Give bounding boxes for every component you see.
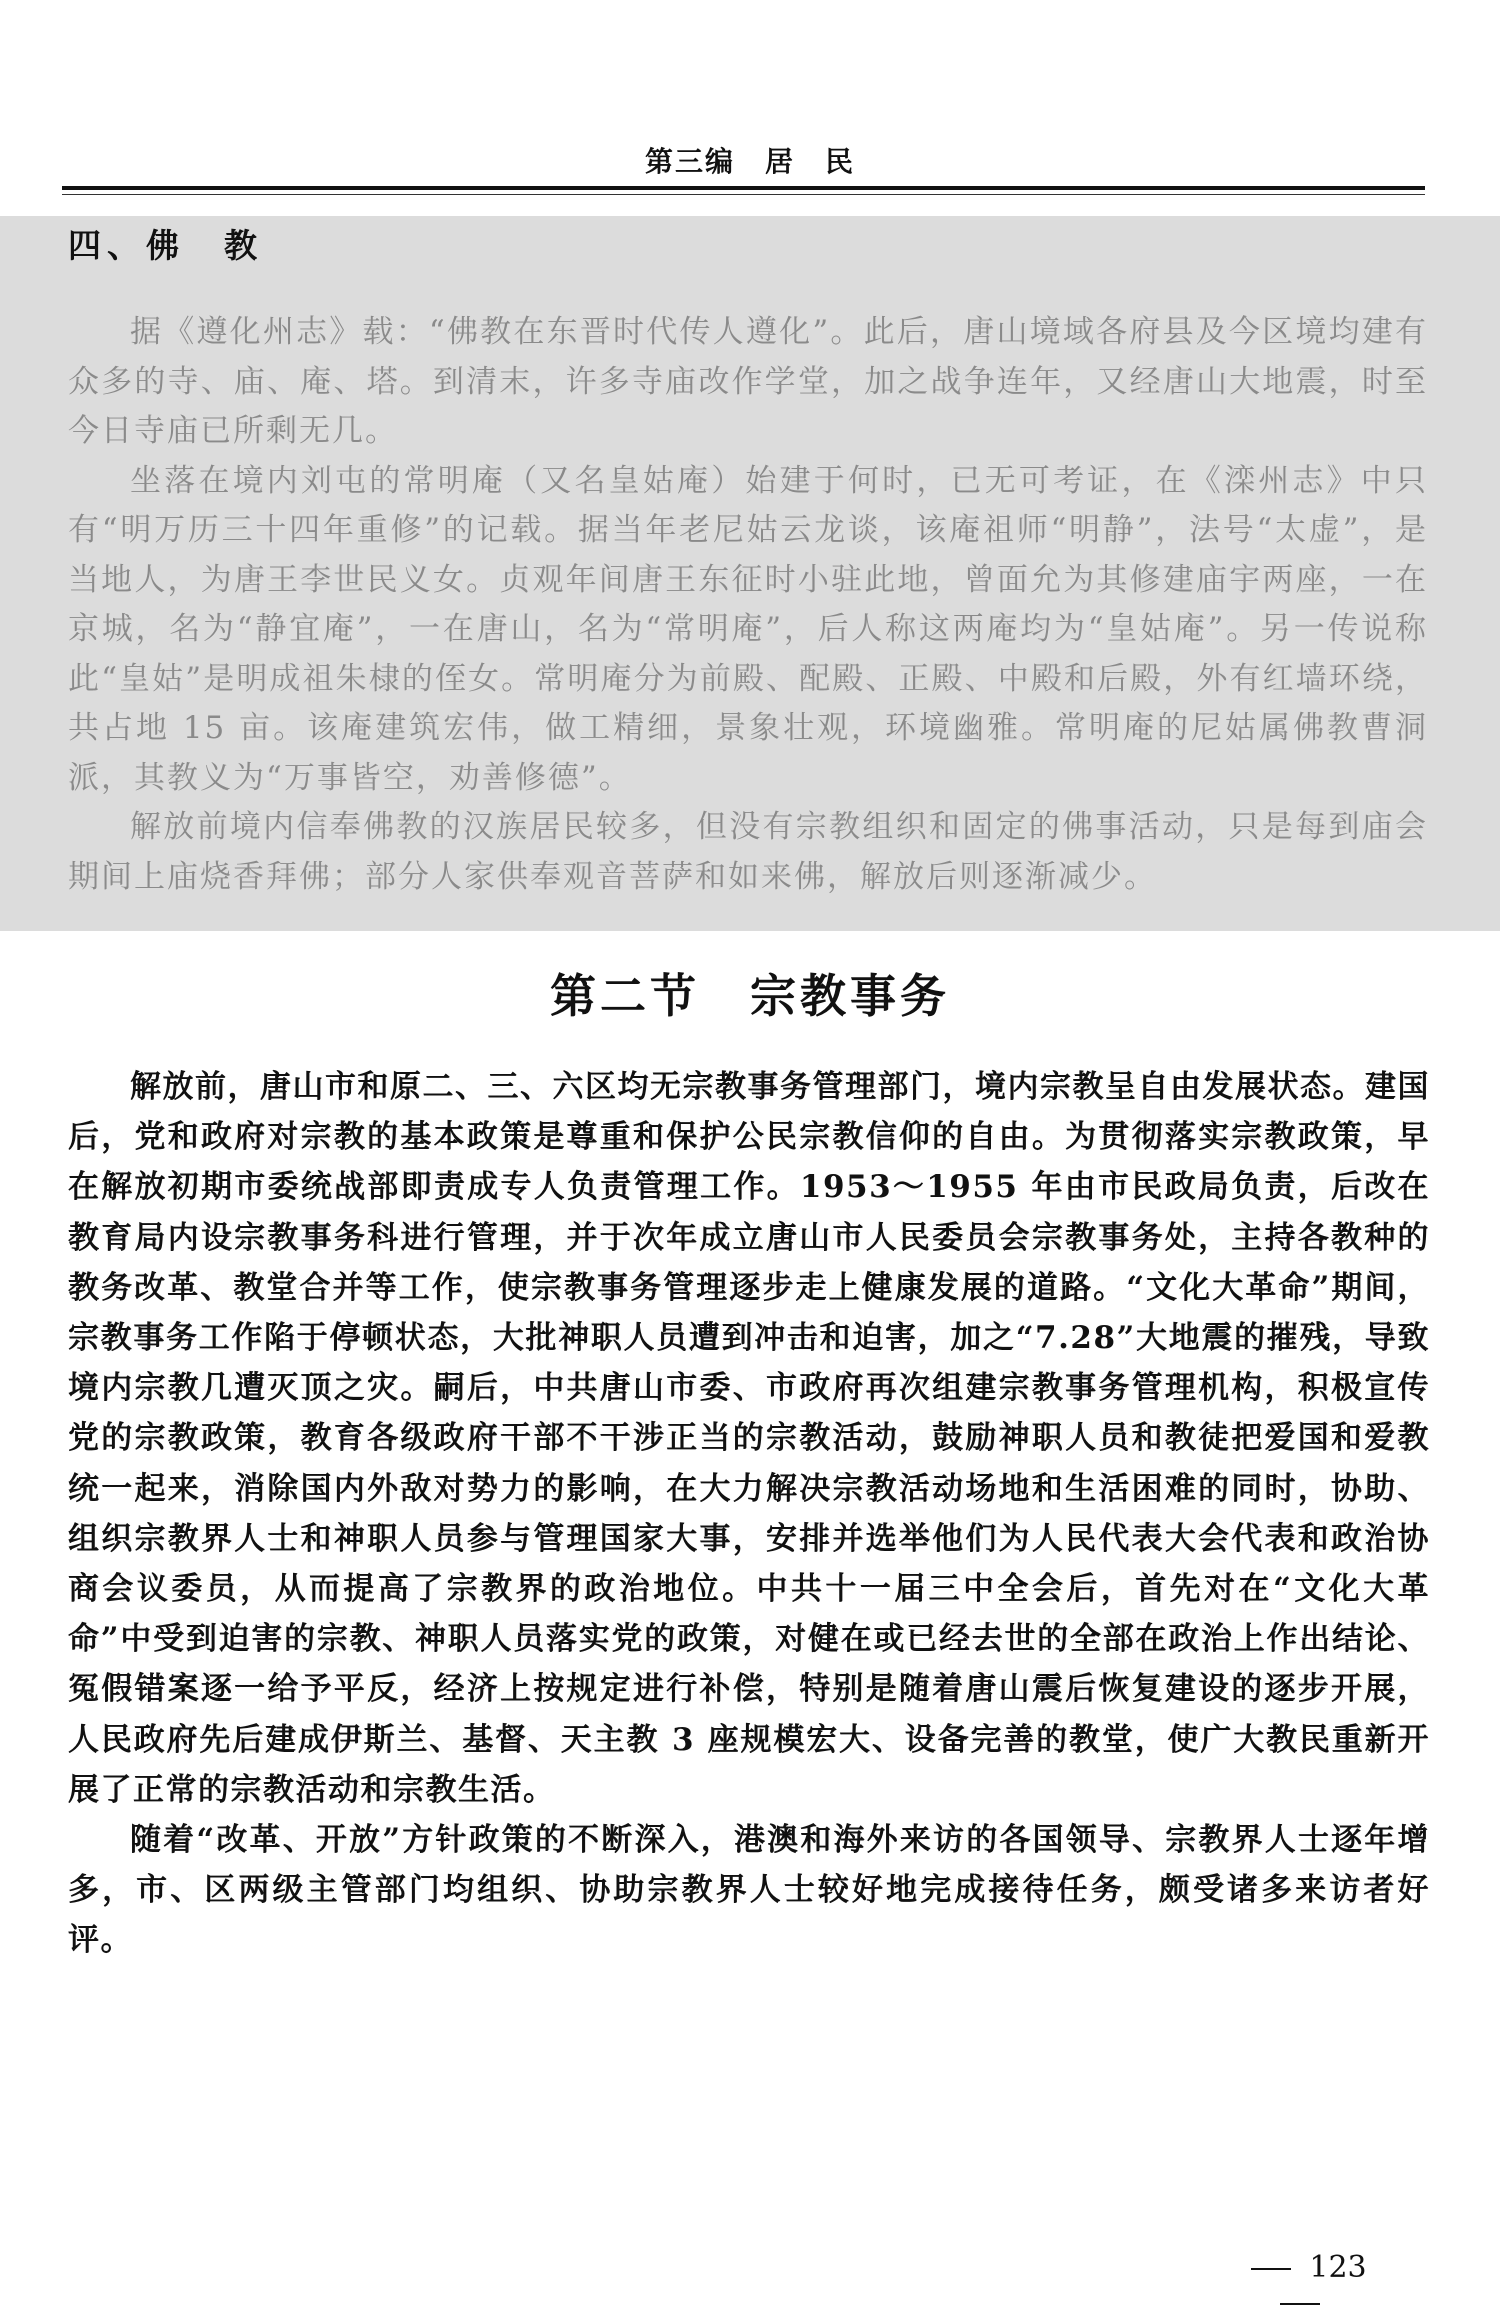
buddhism-paragraph-1: 据《遵化州志》载：“佛教在东晋时代传人遵化”。此后，唐山境域各府县及今区境均建有众多的寺、庙、庵、塔。到清末，许多寺庙改作学堂，加之战争连年，又经唐山大地震，时至今日寺庙已所剩无几。 — [68, 314, 1428, 449]
page-number-dash-right — [1280, 2303, 1320, 2305]
page-number — [1200, 2250, 1400, 2320]
buddhism-section-highlight — [0, 216, 1500, 931]
buddhism-heading: 四、佛 教 — [68, 226, 263, 265]
buddhism-paragraph-3: 解放前境内信奉佛教的汉族居民较多，但没有宗教组织和固定的佛事活动，只是每到庙会期间上庙烧香拜佛；部分人家供奉观音菩萨和如来佛，解放后则逐渐减少。 — [68, 809, 1428, 895]
section-paragraph-2: 随着“改革、开放”方针政策的不断深入，港澳和海外来访的各国领导、宗教界人士逐年增多，市、区两级主管部门均组织、协助宗教界人士较好地完成接待任务，颇受诸多来访者好评。 — [68, 1822, 1430, 1959]
section-paragraph-1: 解放前，唐山市和原二、三、六区均无宗教事务管理部门，境内宗教呈自由发展状态。建国后，党和政府对宗教的基本政策是尊重和保护公民宗教信仰的自由。为贯彻落实宗教政策，早在解放初期市委统战部即责成专人负责管理工作。1953～1955 年由市民政局负责，后改在教育局内设宗教事务科进行管理，并于次年成立唐山市人民委员会宗教事务处，主持各教种的教务改革、教堂合并等工作，使宗教事务管理逐步走上健康发展的道路。“文化大革命”期间，宗教事务工作陷于停顿状态，大批神职人员遭到冲击和迫害，加之“7.28”大地震的摧残，导致境内宗教几遭灭顶之灾。嗣后，中共唐山市委、市政府再次组建宗教事务管理机构，积极宣传党的宗教政策，教育各级政府干部不干涉正当的宗教活动，鼓励神职人员和教徒把爱国和爱教统一起来，消除国内外敌对势力的影响，在大力解决宗教活动场地和生活困难的同时，协助、组织宗教界人士和神职人员参与管理国家大事，安排并选举他们为人民代表大会代表和政治协商会议委员，从而提高了宗教界的政治地位。中共十一届三中全会后，首先对在“文化大革命”中受到迫害的宗教、神职人员落实党的政策，对健在或已经去世的全部在政治上作出结论、冤假错案逐一给予平反，经济上按规定进行补偿，特别是随着唐山震后恢复建设的逐步开展，人民政府先后建成伊斯兰、基督、天主教 3 座规模宏大、设备完善的教堂，使广大教民重新开展了正常的宗教活动和宗教生活。 — [68, 1069, 1430, 1808]
page-number-dash-left — [1251, 2268, 1291, 2270]
section-body — [68, 1062, 1430, 1966]
buddhism-body — [68, 308, 1428, 902]
page-number-value: 123 — [1309, 2250, 1367, 2285]
header-rule-thick — [62, 186, 1425, 190]
section-title: 第二节 宗教事务 — [550, 969, 950, 1023]
running-header: 第三编 居 民 — [644, 145, 855, 178]
header-rule-thin — [62, 194, 1425, 195]
buddhism-paragraph-2: 坐落在境内刘屯的常明庵（又名皇姑庵）始建于何时，已无可考证，在《滦州志》中只有“明万历三十四年重修”的记载。据当年老尼姑云龙谈，该庵祖师“明静”，法号“太虚”，是当地人，为唐王李世民义女。贞观年间唐王东征时小驻此地，曾面允为其修建庙宇两座，一在京城，名为“静宜庵”，一在唐山，名为“常明庵”，后人称这两庵均为“皇姑庵”。另一传说称此“皇姑”是明成祖朱棣的侄女。常明庵分为前殿、配殿、正殿、中殿和后殿，外有红墙环绕，共占地 15 亩。该庵建筑宏伟，做工精细，景象壮观，环境幽雅。常明庵的尼姑属佛教曹洞派，其教义为“万事皆空，劝善修德”。 — [68, 462, 1428, 796]
